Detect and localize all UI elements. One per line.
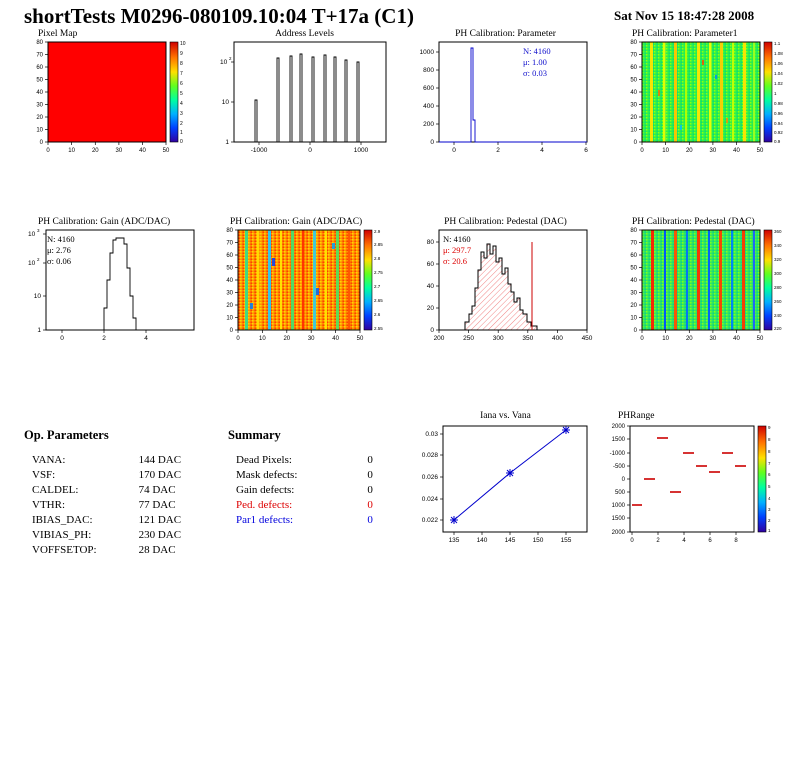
svg-text:10: 10 [630, 315, 637, 322]
svg-text:70: 70 [630, 240, 637, 247]
stat-mu: μ: 2.76 [47, 245, 71, 255]
svg-text:0.92: 0.92 [774, 130, 783, 135]
svg-text:2: 2 [180, 121, 183, 127]
table-row [236, 452, 373, 467]
svg-text:50: 50 [162, 148, 170, 154]
svg-text:30: 30 [226, 290, 233, 297]
svg-text:30: 30 [307, 336, 315, 342]
svg-text:10: 10 [68, 148, 75, 154]
svg-text:40: 40 [426, 283, 434, 290]
summary-heading: Summary [228, 428, 281, 442]
svg-text:2: 2 [768, 518, 771, 523]
svg-text:1000: 1000 [611, 503, 625, 509]
svg-text:320: 320 [774, 257, 782, 262]
svg-text:1.1: 1.1 [774, 41, 781, 46]
svg-text:0.9: 0.9 [774, 139, 781, 144]
panel-ph-parameter1-map [614, 30, 789, 160]
ph-parameter-chart [413, 30, 598, 160]
svg-text:2.9: 2.9 [374, 229, 381, 234]
svg-text:5: 5 [180, 91, 183, 97]
svg-text:20: 20 [91, 148, 99, 154]
svg-text:2: 2 [37, 257, 40, 262]
svg-text:40: 40 [733, 336, 740, 342]
panel-pedestal-map [614, 218, 789, 348]
phrange-chart [598, 412, 788, 552]
svg-text:0: 0 [633, 328, 637, 334]
svg-text:3: 3 [180, 111, 183, 117]
svg-text:0: 0 [621, 477, 625, 483]
svg-text:200: 200 [423, 121, 434, 128]
op-param-name: VIBIAS_PH: [32, 528, 92, 541]
svg-text:4: 4 [180, 101, 183, 107]
op-param-name: CALDEL: [32, 483, 79, 496]
svg-text:2.85: 2.85 [374, 242, 383, 247]
svg-text:20: 20 [226, 303, 233, 309]
svg-text:7: 7 [180, 71, 183, 77]
svg-text:10: 10 [226, 315, 233, 322]
svg-text:3: 3 [37, 228, 40, 233]
panel-ph-parameter [413, 30, 598, 160]
svg-text:50: 50 [356, 336, 364, 342]
svg-text:145: 145 [504, 537, 516, 544]
svg-text:40: 40 [139, 148, 146, 154]
svg-text:50: 50 [756, 336, 764, 342]
ph-parameter-stats [523, 46, 551, 79]
svg-text:9: 9 [180, 51, 183, 57]
svg-text:0.022: 0.022 [421, 517, 438, 524]
svg-text:2: 2 [496, 147, 500, 154]
svg-text:70: 70 [630, 52, 637, 59]
svg-text:10: 10 [221, 99, 229, 106]
iana-vana-chart [413, 412, 598, 552]
svg-text:600: 600 [423, 85, 434, 92]
svg-text:200: 200 [433, 335, 445, 342]
svg-text:0: 0 [229, 328, 233, 334]
svg-text:2.75: 2.75 [374, 270, 383, 275]
svg-text:280: 280 [774, 285, 782, 290]
svg-text:150: 150 [532, 537, 544, 544]
svg-text:2.65: 2.65 [374, 298, 383, 303]
svg-text:-500: -500 [612, 464, 625, 470]
svg-text:30: 30 [630, 102, 637, 109]
table-row [32, 482, 181, 497]
table-row [32, 497, 181, 512]
svg-text:2.7: 2.7 [374, 284, 381, 289]
svg-text:10: 10 [28, 260, 36, 267]
op-parameters-table [32, 452, 181, 557]
panel-phrange [598, 412, 788, 552]
op-param-value: 28 DAC [138, 543, 176, 556]
op-parameters-block [24, 428, 181, 557]
svg-text:0.98: 0.98 [774, 101, 783, 106]
svg-text:40: 40 [226, 278, 233, 284]
stat-mu: μ: 297.7 [443, 245, 472, 255]
summary-value: 0 [367, 468, 373, 481]
panel-title: PH Calibration: Gain (ADC/DAC) [230, 217, 363, 227]
summary-name: Par1 defects: [236, 513, 294, 526]
panel-title: PH Calibration: Gain (ADC/DAC) [38, 217, 171, 227]
svg-text:-1000: -1000 [250, 147, 268, 154]
svg-text:7: 7 [768, 461, 771, 466]
op-param-name: IBIAS_DAC: [32, 513, 93, 526]
panel-gain-hist [20, 218, 205, 348]
svg-text:30: 30 [630, 290, 637, 297]
svg-text:20: 20 [685, 336, 693, 342]
svg-text:80: 80 [226, 228, 233, 234]
panel-pixel-map [20, 30, 195, 160]
svg-text:0.94: 0.94 [774, 121, 783, 126]
svg-text:0: 0 [452, 147, 456, 154]
summary-value: 0 [367, 483, 373, 496]
svg-text:1.02: 1.02 [774, 81, 783, 86]
svg-text:1000: 1000 [419, 49, 434, 56]
stat-n: N: 4160 [523, 46, 551, 56]
svg-text:70: 70 [226, 240, 233, 247]
svg-text:10: 10 [180, 41, 186, 47]
svg-text:250: 250 [463, 335, 475, 342]
svg-text:155: 155 [560, 537, 572, 544]
svg-text:2000: 2000 [611, 424, 625, 430]
svg-text:6: 6 [584, 147, 588, 154]
op-param-name: VANA: [32, 453, 66, 466]
svg-text:10: 10 [662, 336, 669, 342]
address-levels-chart [212, 30, 397, 160]
summary-block [228, 428, 373, 527]
panel-pedestal-hist [413, 218, 598, 348]
stat-n: N: 4160 [47, 234, 75, 244]
op-param-value: 77 DAC [138, 498, 176, 511]
svg-text:1000: 1000 [353, 147, 369, 154]
stat-n: N: 4160 [443, 234, 471, 244]
svg-text:1.04: 1.04 [774, 71, 783, 76]
svg-text:8: 8 [180, 61, 183, 67]
panel-address-levels [212, 30, 397, 160]
svg-text:0: 0 [640, 148, 644, 154]
summary-name: Gain defects: [236, 483, 295, 496]
svg-text:0: 0 [308, 147, 312, 154]
svg-text:135: 135 [448, 537, 460, 544]
svg-text:80: 80 [426, 239, 434, 246]
svg-text:6: 6 [708, 538, 712, 544]
op-param-value: 170 DAC [138, 468, 182, 481]
table-row [32, 467, 181, 482]
svg-text:50: 50 [756, 148, 764, 154]
pedestal-heatmap [614, 218, 789, 348]
summary-value: 0 [367, 453, 373, 466]
svg-text:20: 20 [426, 305, 434, 312]
svg-text:140: 140 [476, 537, 488, 544]
svg-text:0: 0 [236, 336, 240, 342]
svg-text:0: 0 [180, 139, 183, 145]
svg-text:50: 50 [36, 77, 43, 84]
svg-text:300: 300 [492, 335, 504, 342]
svg-text:360: 360 [774, 229, 782, 234]
summary-name: Dead Pixels: [236, 453, 292, 466]
svg-text:2000: 2000 [611, 530, 625, 536]
op-param-value: 121 DAC [138, 513, 182, 526]
svg-text:30: 30 [709, 148, 717, 154]
panel-iana-vana [413, 412, 598, 552]
svg-text:50: 50 [630, 265, 637, 272]
svg-text:350: 350 [522, 335, 534, 342]
op-param-name: VSF: [32, 468, 56, 481]
op-param-value: 144 DAC [138, 453, 182, 466]
svg-text:60: 60 [226, 253, 233, 259]
svg-text:8: 8 [768, 437, 771, 442]
stat-sigma: σ: 0.06 [47, 256, 71, 266]
svg-text:40: 40 [733, 148, 740, 154]
svg-text:1.08: 1.08 [774, 51, 783, 56]
svg-text:60: 60 [426, 261, 434, 268]
svg-text:80: 80 [36, 40, 43, 46]
stat-sigma: σ: 0.03 [523, 68, 547, 78]
svg-text:20: 20 [36, 115, 43, 121]
panel-title: PHRange [618, 411, 655, 421]
svg-text:400: 400 [423, 103, 434, 110]
svg-text:0.028: 0.028 [421, 452, 438, 459]
svg-text:30: 30 [709, 336, 717, 342]
svg-text:0: 0 [430, 327, 434, 334]
svg-text:40: 40 [36, 90, 43, 96]
panel-title: Iana vs. Vana [480, 411, 531, 421]
svg-text:450: 450 [581, 335, 593, 342]
svg-text:1: 1 [774, 91, 777, 96]
svg-text:70: 70 [36, 52, 43, 59]
svg-text:8: 8 [734, 538, 738, 544]
panel-title: Address Levels [275, 29, 334, 39]
page-title: shortTests M0296-080109.10:04 T+17a (C1) [24, 4, 414, 28]
panel-title: PH Calibration: Parameter1 [632, 29, 738, 39]
svg-text:6: 6 [180, 81, 183, 87]
svg-text:2.6: 2.6 [374, 312, 381, 317]
stat-mu: μ: 1.00 [523, 57, 547, 67]
op-param-name: VTHR: [32, 498, 65, 511]
svg-text:50: 50 [226, 265, 233, 272]
svg-text:40: 40 [630, 278, 637, 284]
svg-text:60: 60 [630, 65, 637, 71]
stat-sigma: σ: 20.6 [443, 256, 467, 266]
svg-text:1: 1 [180, 130, 183, 136]
op-param-name: VOFFSETOP: [32, 543, 97, 556]
svg-text:1: 1 [37, 327, 41, 334]
svg-text:20: 20 [283, 336, 291, 342]
summary-value: 0 [367, 498, 373, 511]
svg-text:4: 4 [682, 538, 686, 544]
summary-name: Ped. defects: [236, 498, 293, 511]
svg-text:0: 0 [39, 140, 43, 146]
svg-text:4: 4 [768, 496, 771, 501]
panel-title: Pixel Map [38, 29, 78, 39]
svg-text:10: 10 [259, 336, 266, 342]
svg-text:800: 800 [423, 67, 434, 74]
svg-text:1500: 1500 [611, 516, 625, 522]
svg-text:0: 0 [60, 335, 64, 342]
svg-text:3: 3 [768, 507, 771, 512]
svg-text:400: 400 [551, 335, 563, 342]
svg-text:1500: 1500 [611, 437, 625, 443]
svg-text:10: 10 [28, 231, 36, 238]
svg-text:10: 10 [36, 127, 43, 134]
svg-text:60: 60 [36, 65, 43, 71]
svg-text:50: 50 [630, 77, 637, 84]
table-row [236, 482, 373, 497]
svg-text:0: 0 [630, 538, 634, 544]
svg-text:10: 10 [662, 148, 669, 154]
svg-text:30: 30 [36, 102, 43, 109]
svg-text:220: 220 [774, 326, 782, 331]
svg-text:0: 0 [430, 139, 434, 146]
svg-text:8: 8 [768, 449, 771, 454]
svg-text:5: 5 [768, 484, 771, 489]
svg-text:0: 0 [640, 336, 644, 342]
panel-title: PH Calibration: Pedestal (DAC) [632, 217, 755, 227]
svg-text:30: 30 [115, 148, 123, 154]
table-row [236, 497, 373, 512]
svg-text:340: 340 [774, 243, 782, 248]
svg-text:1.06: 1.06 [774, 61, 783, 66]
svg-text:300: 300 [774, 271, 782, 276]
svg-text:-1000: -1000 [609, 451, 625, 457]
svg-text:10: 10 [630, 127, 637, 134]
svg-text:500: 500 [614, 490, 625, 496]
svg-text:0.96: 0.96 [774, 111, 783, 116]
svg-text:80: 80 [630, 228, 637, 234]
svg-text:80: 80 [630, 40, 637, 46]
svg-text:60: 60 [630, 253, 637, 259]
op-param-value: 74 DAC [138, 483, 176, 496]
table-row [236, 512, 373, 527]
summary-table [236, 452, 373, 527]
svg-text:1: 1 [225, 139, 229, 146]
gain-hist-stats [47, 234, 75, 267]
svg-text:10: 10 [220, 59, 228, 66]
table-row [32, 542, 181, 557]
svg-text:2: 2 [229, 56, 232, 61]
panel-title: PH Calibration: Parameter [455, 29, 556, 39]
table-row [32, 512, 181, 527]
svg-text:10: 10 [33, 293, 41, 300]
svg-text:0: 0 [46, 148, 50, 154]
panel-title: PH Calibration: Pedestal (DAC) [444, 217, 567, 227]
svg-text:260: 260 [774, 299, 782, 304]
ph-parameter1-heatmap [614, 30, 789, 160]
summary-value: 0 [367, 513, 373, 526]
pixel-map-chart [20, 30, 195, 160]
svg-text:0.024: 0.024 [421, 496, 438, 503]
table-row [32, 527, 181, 542]
table-row [236, 467, 373, 482]
svg-text:6: 6 [768, 472, 771, 477]
svg-text:0.026: 0.026 [421, 474, 438, 481]
gain-heatmap [212, 218, 397, 348]
op-parameters-heading: Op. Parameters [24, 428, 109, 442]
svg-text:2.55: 2.55 [374, 326, 383, 331]
panel-gain-map [212, 218, 397, 348]
svg-text:2: 2 [102, 335, 106, 342]
summary-name: Mask defects: [236, 468, 298, 481]
svg-text:240: 240 [774, 313, 782, 318]
op-param-value: 230 DAC [138, 528, 182, 541]
date-stamp: Sat Nov 15 18:47:28 2008 [614, 8, 755, 23]
svg-text:20: 20 [685, 148, 693, 154]
svg-text:0: 0 [633, 140, 637, 146]
svg-text:40: 40 [332, 336, 339, 342]
svg-text:20: 20 [630, 303, 637, 309]
pedestal-hist-chart [413, 218, 598, 348]
svg-text:9: 9 [768, 425, 771, 430]
svg-text:4: 4 [540, 147, 544, 154]
svg-text:20: 20 [630, 115, 637, 121]
pedestal-hist-stats [443, 234, 471, 267]
svg-text:2: 2 [656, 538, 660, 544]
svg-text:0.03: 0.03 [425, 431, 438, 438]
svg-text:4: 4 [144, 335, 148, 342]
svg-text:2.8: 2.8 [374, 256, 381, 261]
svg-text:1: 1 [768, 528, 771, 533]
svg-text:40: 40 [630, 90, 637, 96]
table-row [32, 452, 181, 467]
